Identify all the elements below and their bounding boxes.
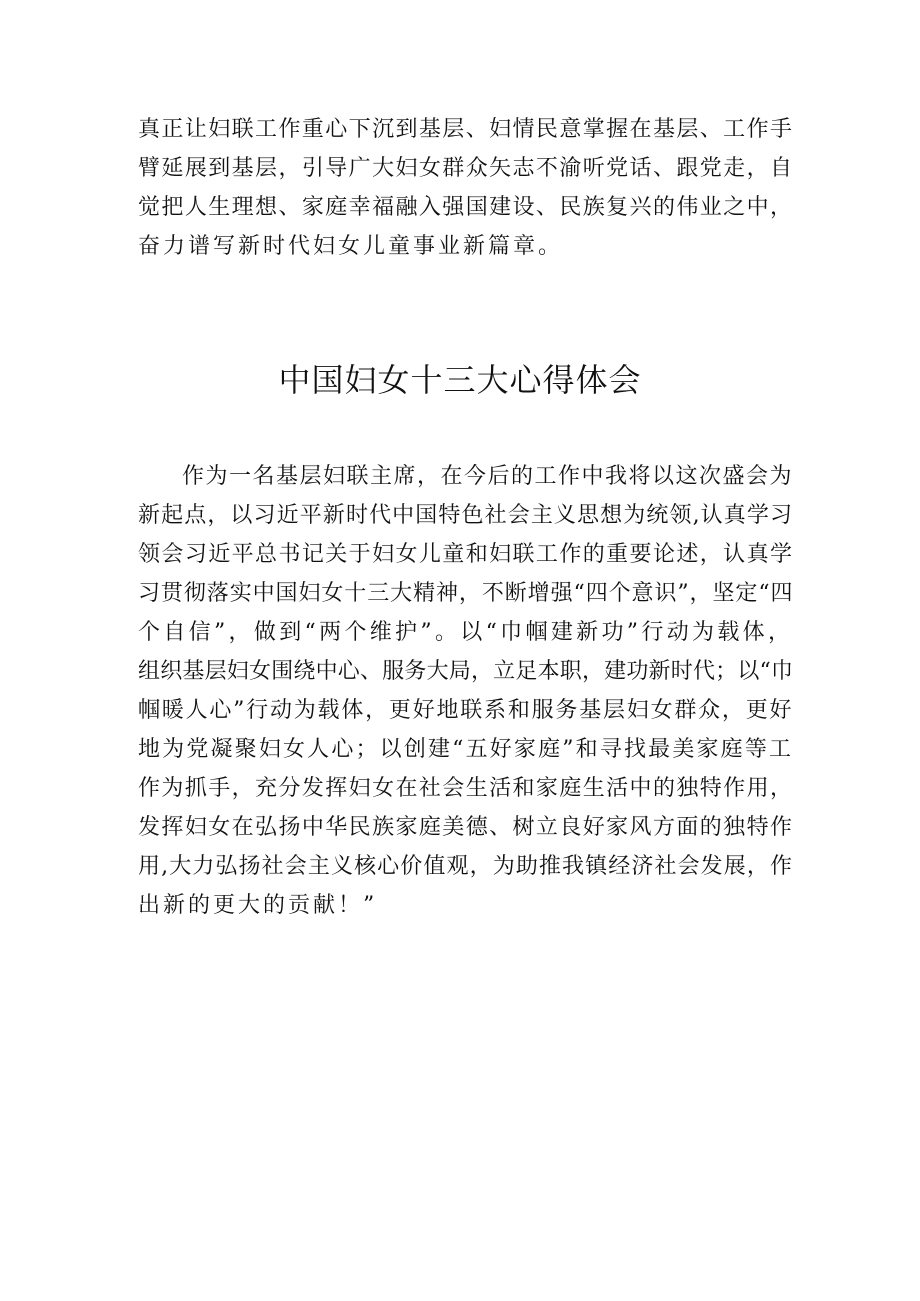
- paragraph-line: 真正让妇联工作重心下沉到基层、妇情民意掌握在基层、工作手: [138, 117, 793, 142]
- paragraph-line: 新起点，以习近平新时代中国特色社会主义思想为统领,认真学习: [138, 503, 793, 528]
- paragraph-line: 奋力谱写新时代妇女儿童事业新篇章。: [138, 234, 564, 259]
- paragraph-line: 用,大力弘扬社会主义核心价值观，为助推我镇经济社会发展，作: [138, 854, 793, 879]
- paragraph-line: 臂延展到基层，引导广大妇女群众矢志不渝听党话、跟党走，自: [138, 156, 793, 181]
- article-title: 中国妇女十三大心得体会: [278, 361, 642, 399]
- paragraph-line: 地为党凝聚妇女人心；以创建“五好家庭”和寻找最美家庭等工: [138, 737, 793, 762]
- paragraph-line: 习贯彻落实中国妇女十三大精神，不断增强“四个意识”，坚定“四: [138, 581, 793, 606]
- previous-paragraph: [138, 110, 793, 266]
- paragraph-line: 个自信”，做到“两个维护”。以“巾帼建新功”行动为载体，: [138, 620, 793, 645]
- paragraph-line: 领会习近平总书记关于妇女儿童和妇联工作的重要论述，认真学: [138, 542, 793, 567]
- paragraph-line: 作为一名基层妇联主席，在今后的工作中我将以这次盛会为: [182, 464, 794, 489]
- paragraph-line: 作为抓手，充分发挥妇女在社会生活和家庭生活中的独特作用，: [138, 776, 793, 801]
- paragraph-line: 帼暖人心”行动为载体，更好地联系和服务基层妇女群众，更好: [138, 698, 793, 723]
- paragraph-line: 觉把人生理想、家庭幸福融入强国建设、民族复兴的伟业之中，: [138, 195, 793, 220]
- paragraph-line: 发挥妇女在弘扬中华民族家庭美德、树立良好家风方面的独特作: [138, 815, 793, 840]
- article-paragraph: [138, 457, 793, 925]
- paragraph-line: 组织基层妇女围绕中心、服务大局，立足本职，建功新时代；以“巾: [138, 659, 793, 684]
- paragraph-line: 出新的更大的贡献！”: [138, 893, 378, 918]
